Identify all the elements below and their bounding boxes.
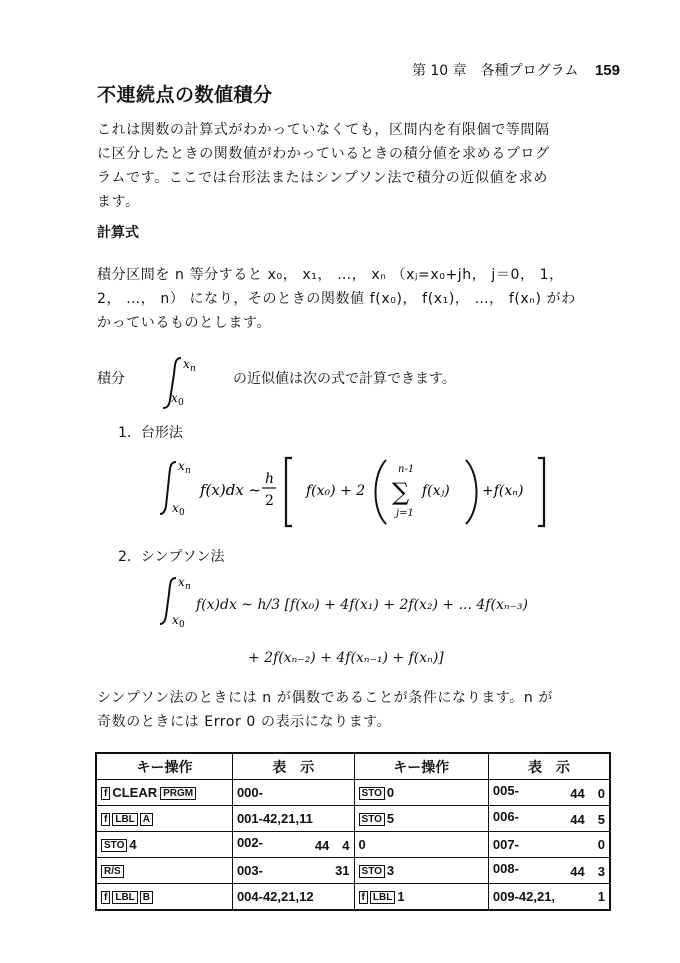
table-row [96,780,610,806]
svg-text:n: n [185,466,191,476]
svg-text:j=1: j=1 [396,508,414,519]
display-value: 0 [597,837,605,852]
trapezoid-formula [160,450,560,530]
display-code: 001-42,21,11 [236,811,313,826]
table-row [96,832,610,858]
calculator-key: f [101,813,110,826]
display-code: 007- [492,837,519,852]
key-text: 0 [358,837,366,852]
interval-paragraph [97,263,627,335]
section-title: 不連続点の数値積分 [97,84,273,106]
key-cell [96,858,232,884]
table-header-row [96,753,610,780]
svg-text:+f(xₙ): +f(xₙ) [482,483,524,499]
svg-text:0: 0 [179,620,185,628]
intro-line: に区分したときの関数値がわかっているときの積分値を求めるプログ [97,146,550,162]
key-text: CLEAR [112,784,158,800]
display-code: 003- [236,863,263,878]
method-simpson: 2．シンプソン法 [118,549,225,565]
display-code: 006- [492,809,519,824]
note-line: シンプソン法のときには n が偶数であることが条件になります。n が [97,690,554,706]
calculator-key: STO [101,839,127,852]
calculator-key: f [101,891,110,904]
calculator-key: A [140,813,153,826]
column-header: 表 示 [232,753,354,780]
svg-text:x: x [178,459,185,473]
display-cell [488,858,610,884]
interval-line: 積分区間を n 等分すると x₀， x₁， …， xₙ （xⱼ=x₀+jh， j＝0， 1， [97,267,564,283]
key-cell [354,858,488,884]
display-cell [488,832,610,858]
column-header: 表 示 [488,753,610,780]
table-row [96,806,610,832]
svg-text:∑: ∑ [392,478,410,506]
display-cell [232,884,354,911]
page-number: 159 [594,62,620,79]
calculator-key: STO [359,787,385,800]
display-cell [488,806,610,832]
key-text: 0 [386,784,395,800]
key-text: 5 [386,810,395,826]
display-code: 004-42,21,12 [236,889,314,904]
svg-text:n-1: n-1 [398,464,415,475]
method-trapezoid: 1．台形法 [118,425,183,441]
key-cell [96,806,232,832]
key-cell [96,884,232,911]
key-cell [354,884,488,911]
calculator-key: LBL [112,813,137,826]
simpson-formula-line2: + 2f(xₙ₋₂) + 4f(xₙ₋₁) + f(xₙ)] [248,650,444,666]
key-text: 3 [386,862,395,878]
display-cell [232,806,354,832]
display-value: 1 [597,889,605,904]
key-sequence-table [95,752,611,911]
calculator-key: f [359,891,368,904]
display-cell [232,780,354,806]
table-row [96,884,610,911]
interval-line: かっているものとします。 [97,315,272,331]
intro-line: ます。 [97,194,140,210]
key-cell [96,780,232,806]
display-value: 44 5 [570,812,605,827]
display-code: 008- [492,861,519,876]
note-paragraph [97,686,627,734]
simpson-integral-sign [160,572,200,628]
integral-label: 積分 [97,371,125,387]
key-text: 1 [397,888,405,904]
calculator-key: f [101,787,110,800]
svg-text:x: x [171,391,178,405]
calculator-key: PRGM [160,787,196,800]
intro-line: ラムです。ここでは台形法またはシンプソン法で積分の近似値を求め [97,170,548,186]
key-cell [354,780,488,806]
svg-text:x: x [178,575,185,589]
key-text: 4 [129,836,137,852]
display-code: 009-42,21, [492,889,556,904]
display-cell [232,832,354,858]
column-header: キー操作 [354,753,488,780]
key-cell [96,832,232,858]
key-cell [354,832,488,858]
calculator-key: R/S [101,865,124,878]
calculator-key: STO [359,865,385,878]
calculator-key: B [140,891,153,904]
display-value: 44 4 [314,838,350,853]
svg-text:f(x₀) + 2: f(x₀) + 2 [306,483,366,499]
svg-text:2: 2 [265,493,274,509]
running-header [412,60,620,80]
display-code: 005- [492,783,519,798]
svg-text:0: 0 [178,398,184,408]
simpson-formula-line1: f(x)dx ~ h/3 [f(x₀) + 4f(x₁) + 2f(x₂) + ... 4f(xₙ₋₃) [196,597,528,613]
svg-text:0: 0 [179,508,185,518]
intro-line: これは関数の計算式がわかっていなくても，区間内を有限個で等間隔 [97,122,550,138]
calculator-key: STO [359,813,385,826]
svg-text:x: x [172,613,179,627]
integral-text: の近似値は次の式で計算できます。 [233,371,456,387]
calculator-key: LBL [112,891,137,904]
table-row [96,858,610,884]
display-code: 002- [236,835,263,850]
display-cell [232,858,354,884]
display-code: 000- [236,785,263,800]
display-value: 31 [335,863,350,878]
svg-text:f(xⱼ): f(xⱼ) [422,483,450,499]
svg-text:f(x)dx ~: f(x)dx ~ [200,481,262,499]
svg-text:n: n [190,364,196,374]
svg-text:x: x [183,357,190,371]
display-cell [488,780,610,806]
svg-text:n: n [185,582,191,592]
svg-text:x: x [172,501,179,515]
note-line: 奇数のときには Error 0 の表示になります。 [97,714,392,730]
calculator-key: LBL [370,891,395,904]
display-value: 44 3 [570,864,605,879]
display-cell [488,884,610,911]
intro-paragraph [97,118,627,214]
key-cell [354,806,488,832]
display-value: 44 0 [570,786,605,801]
column-header: キー操作 [96,753,232,780]
interval-line: 2， …， n） になり，そのときの関数値 f(x₀)， f(x₁)， …， f(xₙ) がわ [97,291,576,307]
formula-heading: 計算式 [97,225,139,241]
integral-symbol [155,352,215,412]
chapter-title: 第 10 章 各種プログラム [411,63,579,79]
svg-text:h: h [265,471,275,487]
